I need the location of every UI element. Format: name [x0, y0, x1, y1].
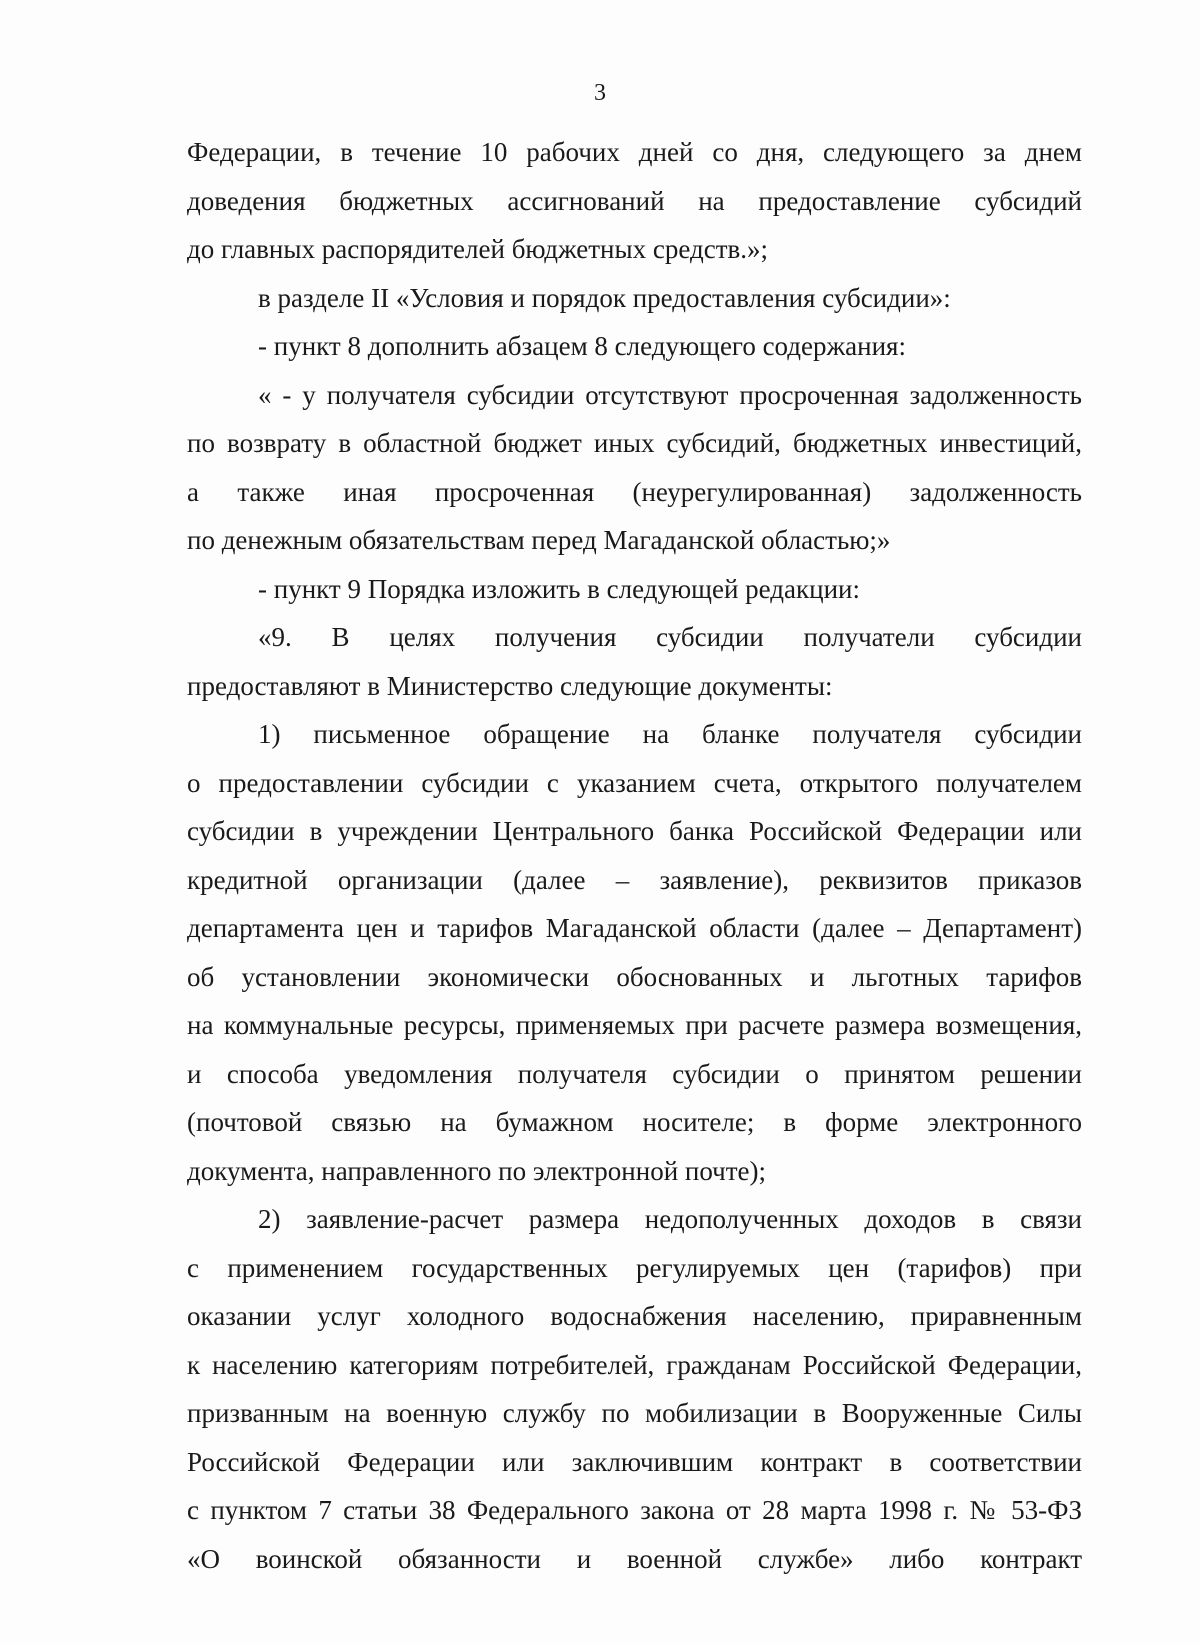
page-number: 3	[594, 80, 606, 106]
text-line: оказании услуг холодного водоснабжения населению, приравненным	[187, 1301, 1082, 1331]
text-line: департамента цен и тарифов Магаданской области (далее – Департамент)	[187, 913, 1082, 943]
document-body	[187, 128, 1082, 1583]
text-line: с применением государственных регулируемых цен (тарифов) при	[187, 1252, 1082, 1283]
text-line: предоставляют в Министерство следующие документы:	[187, 670, 833, 701]
text-line: Российской Федерации или заключившим контракт в соответствии	[187, 1446, 1082, 1477]
text-line: до главных распорядителей бюджетных средств.»;	[187, 234, 769, 264]
text-line: «О воинской обязанности и военной службе» либо контракт	[187, 1543, 1082, 1574]
text-line: в разделе II «Условия и порядок предоставления субсидии»:	[258, 282, 951, 313]
text-line: о предоставлении субсидии с указанием счета, открытого получателем	[187, 767, 1082, 798]
text-line: а также иная просроченная (неурегулированная) задолженность	[187, 476, 1082, 507]
text-line: об установлении экономически обоснованных и льготных тарифов	[187, 961, 1082, 992]
text-line: с пунктом 7 статьи 38 Федерального закона от 28 марта 1998 г. № 53-ФЗ	[187, 1495, 1082, 1525]
text-line: и способа уведомления получателя субсидии о принятом решении	[187, 1058, 1082, 1089]
text-line: - пункт 8 дополнить абзацем 8 следующего содержания:	[258, 331, 906, 361]
text-line: субсидии в учреждении Центрального банка Российской Федерации или	[187, 816, 1082, 846]
text-line: 1) письменное обращение на бланке получателя субсидии	[258, 719, 1082, 749]
text-line: «9. В целях получения субсидии получатели субсидии	[258, 622, 1082, 652]
text-line: призванным на военную службу по мобилизации в Вооруженные Силы	[187, 1398, 1082, 1428]
text-line: кредитной организации (далее – заявление), реквизитов приказов	[187, 864, 1082, 895]
text-line: доведения бюджетных ассигнований на предоставление субсидий	[187, 185, 1082, 216]
text-line: - пункт 9 Порядка изложить в следующей редакции:	[258, 573, 860, 604]
text-line: Федерации, в течение 10 рабочих дней со дня, следующего за днем	[187, 137, 1082, 167]
text-line: (почтовой связью на бумажном носителе; в форме электронного	[187, 1107, 1082, 1137]
text-line: 2) заявление-расчет размера недополученных доходов в связи	[258, 1204, 1082, 1234]
text-line: « - у получателя субсидии отсутствуют просроченная задолженность	[258, 379, 1082, 410]
text-line: документа, направленного по электронной почте);	[187, 1155, 767, 1186]
text-line: по денежным обязательствам перед Магаданской областью;»	[187, 525, 891, 555]
text-line: по возврату в областной бюджет иных субсидий, бюджетных инвестиций,	[187, 428, 1082, 458]
text-line: к населению категориям потребителей, гражданам Российской Федерации,	[187, 1349, 1082, 1380]
text-line: на коммунальные ресурсы, применяемых при расчете размера возмещения,	[187, 1010, 1082, 1040]
